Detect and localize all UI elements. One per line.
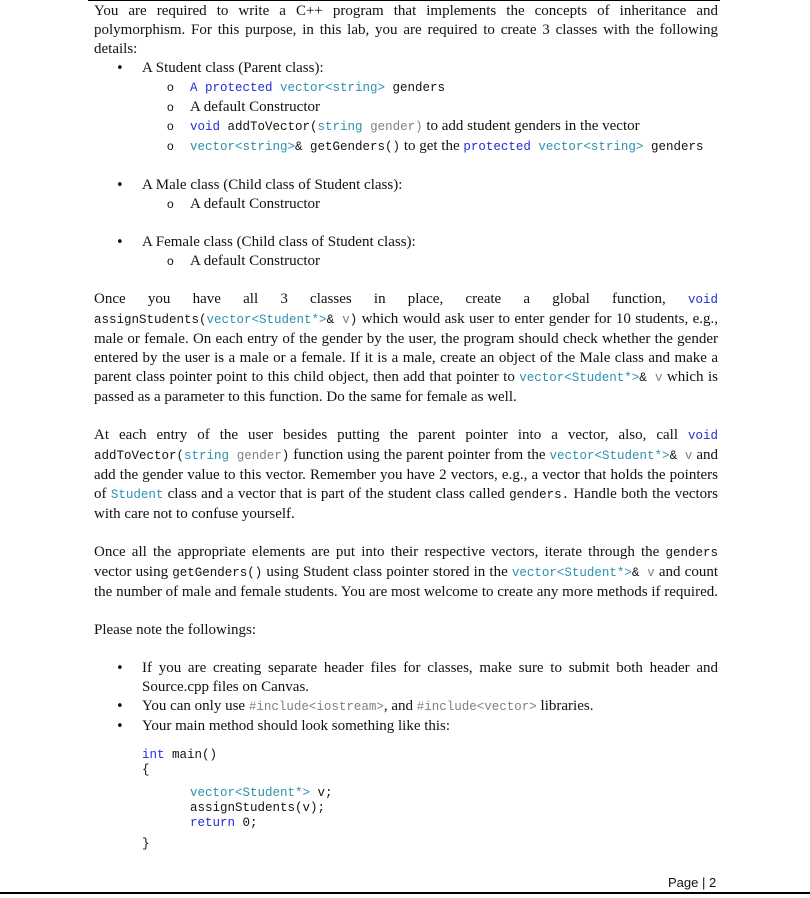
spacer bbox=[94, 157, 718, 176]
student-item-addtovector: o void addToVector(string gender) to add student genders in the vector bbox=[94, 117, 718, 137]
code-line-1: int main() bbox=[142, 748, 218, 762]
male-class-title: • A Male class (Child class of Student class): bbox=[94, 176, 718, 195]
female-class-list bbox=[94, 233, 718, 271]
code-line-5: return 0; bbox=[190, 816, 258, 830]
assign-students-paragraph: Once you have all 3 classes in place, create a global function, void assignStudents(vector<Student*>& v) which would ask user to enter gender for 10 students, e.g., male or female. On each entry of the gender by the user, the program should check whether the gender entered by the user is a male or a female. If it is a male, create an object of the Male class and make a parent class pointer point to this child object, then add that pointer to vector<Student*>& v which is passed as a parameter to this function. Do the same for female as well. bbox=[94, 291, 718, 405]
note-main-method: • Your main method should look something like this: bbox=[94, 717, 718, 736]
notes-list bbox=[94, 659, 718, 736]
student-class-title: • A Student class (Parent class): bbox=[94, 59, 718, 78]
student-item-protected: o A protected vector<string> genders bbox=[94, 78, 718, 98]
student-class-list bbox=[94, 59, 718, 157]
add-to-vector-paragraph: At each entry of the user besides putting the parent pointer into a vector, also, call void addToVector(string gender) function using the parent pointer from the vector<Student*>& v and add the gender value to this vector. Remember you have 2 vectors, e.g., a vector that holds the pointers of Student class and a vector that is part of the student class called genders. Handle both the vectors with care not to confuse yourself. bbox=[94, 427, 719, 522]
male-item-constructor: o A default Constructor bbox=[94, 195, 718, 214]
female-class-title: • A Female class (Child class of Student class): bbox=[94, 233, 718, 252]
notes-title: Please note the followings: bbox=[94, 622, 257, 638]
spacer bbox=[94, 602, 718, 621]
code-line-6: } bbox=[142, 837, 150, 851]
bottom-rule bbox=[0, 892, 810, 894]
note-header-files: • If you are creating separate header files for classes, make sure to submit both header and Source.cpp files on Canvas. bbox=[94, 659, 718, 697]
student-item-getgenders: o vector<string>& getGenders() to get the protected vector<string> genders bbox=[94, 137, 718, 157]
document-body bbox=[94, 2, 718, 852]
spacer bbox=[94, 736, 718, 748]
spacer bbox=[94, 214, 718, 233]
female-item-constructor: o A default Constructor bbox=[94, 252, 718, 271]
student-item-constructor: o A default Constructor bbox=[94, 98, 718, 117]
code-line-3: vector<Student*> v; bbox=[190, 786, 333, 800]
spacer bbox=[94, 640, 718, 659]
note-libraries: • You can only use #include<iostream>, and #include<vector> libraries. bbox=[94, 697, 718, 717]
iterate-paragraph: Once all the appropriate elements are put into their respective vectors, iterate through the genders vector using getGenders() using Student class pointer stored in the vector<Student*>& v and count the number of male and female students. You are most welcome to create any more methods if required. bbox=[94, 544, 719, 600]
spacer bbox=[94, 407, 718, 426]
page-number: Page | 2 bbox=[668, 875, 717, 890]
code-line-4: assignStudents(v); bbox=[190, 801, 326, 815]
male-class-list bbox=[94, 176, 718, 214]
spacer bbox=[142, 778, 718, 786]
top-rule bbox=[88, 0, 720, 1]
main-code-block bbox=[142, 748, 718, 852]
code-line-2: { bbox=[142, 763, 150, 777]
spacer bbox=[94, 524, 718, 543]
spacer bbox=[94, 271, 718, 290]
intro-paragraph: You are required to write a C++ program that implements the concepts of inheritance and polymorphism. For this purpose, in this lab, you are required to create 3 classes with the following details: bbox=[94, 3, 718, 57]
